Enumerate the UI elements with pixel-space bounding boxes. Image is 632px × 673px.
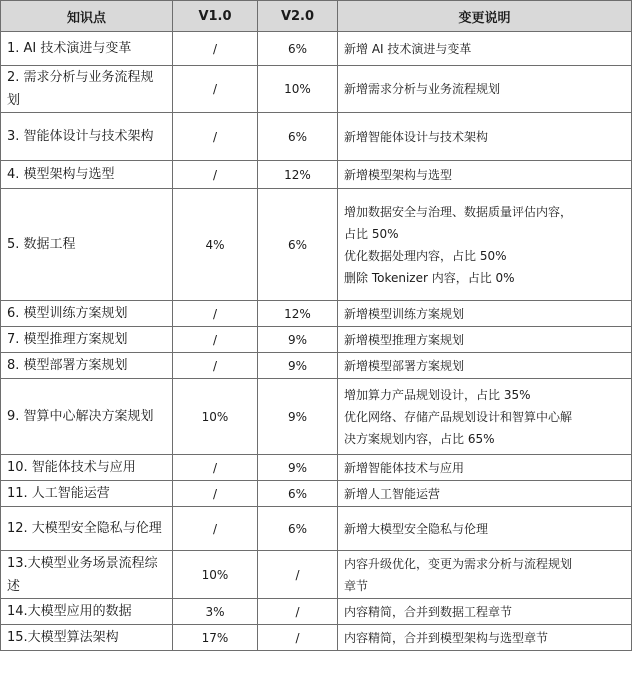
cell-topic: 4. 模型架构与选型 [1,161,173,189]
cell-v1: 4% [173,189,258,301]
table-row [1,161,632,189]
cell-topic: 11. 人工智能运营 [1,481,173,507]
change-desc-line: 新增模型推理方案规划 [344,332,465,347]
cell-v1: / [173,301,258,327]
change-desc-line: 新增模型架构与选型 [344,167,453,182]
header-v1: V1.0 [173,1,258,32]
cell-v1: / [173,161,258,189]
table-row [1,625,632,651]
cell-change-desc [338,32,632,66]
cell-v1: 10% [173,379,258,455]
change-desc-line: 优化网络、存储产品规划设计和智算中心解 [344,409,573,424]
cell-v2: 9% [258,353,338,379]
cell-change-desc [338,66,632,113]
cell-change-desc [338,189,632,301]
change-desc-line: 占比 50% [344,226,399,241]
cell-topic: 6. 模型训练方案规划 [1,301,173,327]
cell-topic: 15.大模型算法架构 [1,625,173,651]
table-row [1,599,632,625]
cell-v1: 3% [173,599,258,625]
cell-v2: 9% [258,455,338,481]
cell-v2: 6% [258,507,338,551]
cell-v2: 6% [258,32,338,66]
cell-v2: 10% [258,66,338,113]
change-desc-line: 新增大模型安全隐私与伦理 [344,521,489,536]
cell-v2: 6% [258,189,338,301]
cell-v2: 12% [258,161,338,189]
cell-v2: 9% [258,379,338,455]
cell-v2: 9% [258,327,338,353]
change-desc-line: 新增人工智能运营 [344,486,441,501]
table-body [1,32,632,651]
table-row [1,481,632,507]
header-change-desc: 变更说明 [338,1,632,32]
change-desc-line: 新增模型部署方案规划 [344,358,465,373]
cell-change-desc [338,301,632,327]
cell-v2: / [258,625,338,651]
change-desc-line: 内容精简，合并到模型架构与选型章节 [344,630,549,645]
table-row [1,551,632,599]
change-desc-line: 新增需求分析与业务流程规划 [344,82,501,96]
change-desc-line: 章节 [344,578,369,593]
cell-topic: 3. 智能体设计与技术架构 [1,113,173,161]
cell-change-desc [338,455,632,481]
cell-topic: 8. 模型部署方案规划 [1,353,173,379]
cell-v2: 6% [258,113,338,161]
table-row [1,32,632,66]
table-row [1,353,632,379]
change-desc-line: 新增智能体技术与应用 [344,460,465,475]
cell-topic: 1. AI 技术演进与变革 [1,32,173,66]
change-desc-line: 删除 Tokenizer 内容，占比 0% [344,270,515,285]
change-desc-line: 内容升级优化，变更为需求分析与流程规划 [344,556,573,571]
cell-v1: / [173,327,258,353]
table-row [1,379,632,455]
cell-topic: 2. 需求分析与业务流程规划 [1,66,173,113]
table-row [1,507,632,551]
change-desc-line: 优化数据处理内容，占比 50% [344,248,507,263]
change-desc-line: 决方案规划内容，占比 65% [344,431,495,446]
cell-v1: 17% [173,625,258,651]
header-topic: 知识点 [1,1,173,32]
cell-change-desc [338,507,632,551]
cell-change-desc [338,625,632,651]
header-v2: V2.0 [258,1,338,32]
cell-v1: / [173,353,258,379]
cell-change-desc [338,599,632,625]
table-row [1,66,632,113]
cell-topic: 14.大模型应用的数据 [1,599,173,625]
cell-change-desc [338,113,632,161]
cell-change-desc [338,481,632,507]
table-row [1,189,632,301]
cell-topic: 7. 模型推理方案规划 [1,327,173,353]
cell-topic: 10. 智能体技术与应用 [1,455,173,481]
table-row [1,113,632,161]
change-desc-line: 新增模型训练方案规划 [344,306,465,321]
cell-v1: / [173,113,258,161]
cell-v2: 6% [258,481,338,507]
cell-topic: 13.大模型业务场景流程综述 [1,551,173,599]
cell-v1: / [173,66,258,113]
cell-v1: / [173,32,258,66]
header-row [1,1,632,32]
change-desc-line: 增加数据安全与治理、数据质量评估内容， [344,204,573,219]
change-desc-line: 增加算力产品规划设计，占比 35% [344,387,531,402]
cell-v1: / [173,481,258,507]
cell-v2: / [258,599,338,625]
table-row [1,301,632,327]
cell-change-desc [338,379,632,455]
cell-topic: 9. 智算中心解决方案规划 [1,379,173,455]
change-desc-line: 内容精简，合并到数据工程章节 [344,604,513,619]
cell-v1: 10% [173,551,258,599]
table-row [1,327,632,353]
change-desc-line: 新增智能体设计与技术架构 [344,129,489,144]
cell-change-desc [338,327,632,353]
cell-v2: 12% [258,301,338,327]
cell-v1: / [173,507,258,551]
cell-change-desc [338,161,632,189]
table-row [1,455,632,481]
cell-topic: 12. 大模型安全隐私与伦理 [1,507,173,551]
cell-change-desc [338,551,632,599]
cell-v1: / [173,455,258,481]
cell-v2: / [258,551,338,599]
change-desc-line: 新增 AI 技术演进与变革 [344,41,472,56]
cell-topic: 5. 数据工程 [1,189,173,301]
cell-change-desc [338,353,632,379]
